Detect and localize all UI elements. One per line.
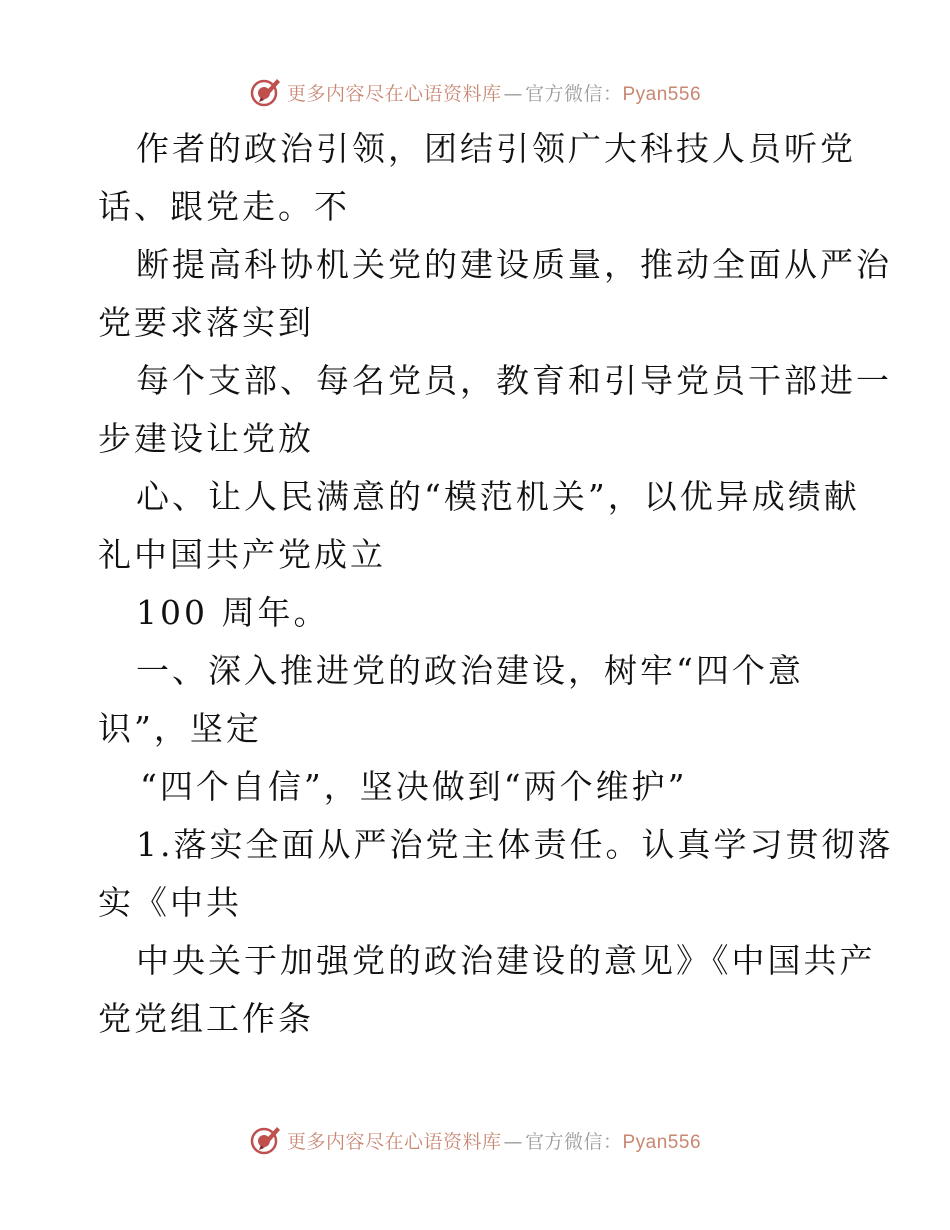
watermark-dash: — <box>503 1130 523 1153</box>
text-line: 每个支部、每名党员，教育和引导党员干部进一 <box>136 361 892 400</box>
watermark-wechat-label: 官方微信： <box>524 82 623 105</box>
section-heading-line: 识”，坚定 <box>98 709 262 748</box>
watermark-main-text: 更多内容尽在心语资料库 <box>286 82 502 105</box>
watermark-footer <box>0 1120 950 1160</box>
text-line: 作者的政治引领，团结引领广大科技人员听党 <box>136 129 856 168</box>
text-line: 1.落实全面从严治党主体责任。认真学习贯彻落 <box>136 825 894 864</box>
text-line: 党党组工作条 <box>98 999 314 1038</box>
document-body <box>98 120 894 1048</box>
watermark-dash: — <box>503 82 523 105</box>
text-line: 话、跟党走。不 <box>98 187 350 226</box>
text-line: 断提高科协机关党的建设质量，推动全面从严治 <box>136 245 892 284</box>
watermark-main-text: 更多内容尽在心语资料库 <box>286 1130 502 1153</box>
text-line: 步建设让党放 <box>98 419 314 458</box>
text-line: 党要求落实到 <box>98 303 314 342</box>
section-heading-line: 一、深入推进党的政治建设，树牢“四个意 <box>136 651 804 690</box>
pen-logo-icon <box>249 1123 283 1157</box>
pen-logo-icon <box>249 75 283 109</box>
section-heading-line: “四个自信”，坚决做到“两个维护” <box>140 767 688 806</box>
text-line: 中央关于加强党的政治建设的意见》《中国共产 <box>136 941 876 980</box>
text-line: 心、让人民满意的“模范机关”，以优异成绩献 <box>136 477 860 516</box>
text-line: 100 周年。 <box>136 593 330 632</box>
text-line: 实《中共 <box>98 883 242 922</box>
watermark-wechat-id: Pyan556 <box>622 83 702 105</box>
watermark-wechat-id: Pyan556 <box>622 1131 702 1153</box>
watermark-header <box>0 72 950 112</box>
watermark-wechat-label: 官方微信： <box>524 1130 623 1153</box>
text-line: 礼中国共产党成立 <box>98 535 386 574</box>
